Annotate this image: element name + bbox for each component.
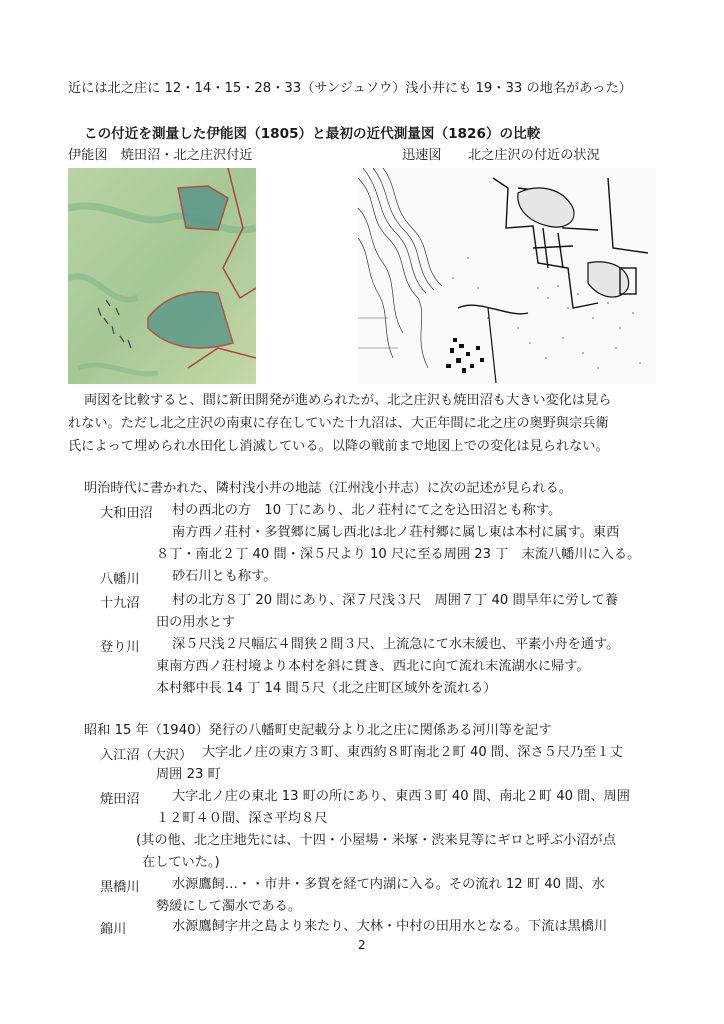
entry-line: 村の北方８丁 20 間にあり、深７尺浅３尺 周囲７丁 40 間旱年に労して養	[172, 593, 618, 608]
jinsoku-map-caption: 迅速図 北之庄沢の付近の状況	[402, 148, 600, 163]
paragraph1-line-3: 氏によって埋められ水田化し消滅している。以降の戦前まで地図上での変化は見られない。	[68, 439, 609, 454]
entry-line: 周囲 23 町	[156, 767, 221, 782]
meiji-intro: 明治時代に書かれた、隣村浅小井の地誌（江州浅小井志）に次の記述が見られる。	[84, 481, 572, 496]
entry-term-nishiki-gawa: 錦川	[100, 922, 127, 937]
entry-line: 田の用水とす	[156, 615, 236, 630]
paragraph1-line-1: 両図を比較すると、間に新田開発が進められたが、北之庄沢も焼田沼も大きい変化は見ら	[84, 393, 612, 408]
entry-line: 大字北ノ庄の東北 13 町の所にあり、東西３町 40 間、南北２町 40 間、周囲	[172, 789, 630, 804]
top-text-line: 近には北之庄に 12・14・15・28・33（サンジュソウ）浅小井にも 19・33 の地名があった）	[68, 81, 632, 96]
entry-line: ８丁・南北２丁 40 間・深５尺より 10 尺に至る周囲 23 丁 末流八幡川に入る。	[156, 547, 641, 562]
entry-line: 勢緩にして濁水である。	[156, 899, 302, 914]
entry-line: 村の西北の方 10 丁にあり、北ノ荘村にて之を込田沼とも称す。	[172, 503, 562, 518]
ino-map-caption: 伊能図 焼田沼・北之庄沢付近	[68, 148, 253, 163]
paragraph1-line-2: れない。ただし北之庄沢の南東に存在していた十九沼は、大正年間に北之庄の奥野與宗兵衛	[68, 416, 609, 431]
entry-line: １２町４０間、深さ平均８尺	[156, 811, 328, 826]
entry-term-hachiman-gawa: 八幡川	[100, 572, 140, 587]
entry-line: 東南方西ノ荘村境より本村を斜に貫き、西北に向て流れ末流湖水に帰す。	[156, 659, 590, 674]
entry-line: 水源鷹飼字井之島より来たり、大林・中村の田用水となる。下流は黒橋川	[172, 919, 608, 934]
entry-term-jukunuma: 十九沼	[100, 596, 140, 611]
entry-line: 南方西ノ荘村・多賀郷に属し西北は北ノ荘村郷に属し東は本村に属す。東西	[172, 525, 620, 540]
comparison-heading: この付近を測量した伊能図（1805）と最初の近代測量図（1826）の比較	[84, 126, 541, 142]
entry-line: 水源鷹飼…・・市井・多賀を経て内湖に入る。その流れ 12 町 40 間、水	[172, 877, 605, 892]
entry-line: 深５尺浅２尺幅広４間狭２間３尺、上流急にて水末緩也、平素小舟を通す。	[172, 637, 620, 652]
showa-note-line-2: 在していた。)	[142, 855, 220, 870]
entry-term-irie-numa: 入江沼（大沢）	[100, 748, 193, 763]
entry-term-nobori-gawa: 登り川	[100, 640, 140, 655]
ino-map-image	[68, 168, 256, 384]
showa-note-line-1: (其の他、北之庄地先には、十四・小屋場・米塚・渋来見等にギロと呼ぶ小沼が点	[136, 833, 616, 848]
entry-line: 本村郷中長 14 丁 14 間５尺（北之庄町区域外を流れる）	[156, 681, 497, 696]
entry-term-owada-numa: 大和田沼	[100, 506, 153, 521]
entry-term-yakeda-numa: 焼田沼	[100, 792, 140, 807]
entry-line: 砂石川とも称す。	[172, 569, 277, 584]
jinsoku-map-image	[358, 168, 656, 384]
showa-intro: 昭和 15 年（1940）発行の八幡町史記載分より北之庄に関係ある河川等を記す	[84, 723, 552, 738]
entry-term-kurohashi-gawa: 黒橋川	[100, 880, 140, 895]
entry-line: 大字北ノ庄の東方３町、東西約８町南北２町 40 間、深さ５尺乃至１丈	[202, 745, 623, 760]
page-number: 2	[358, 938, 366, 952]
